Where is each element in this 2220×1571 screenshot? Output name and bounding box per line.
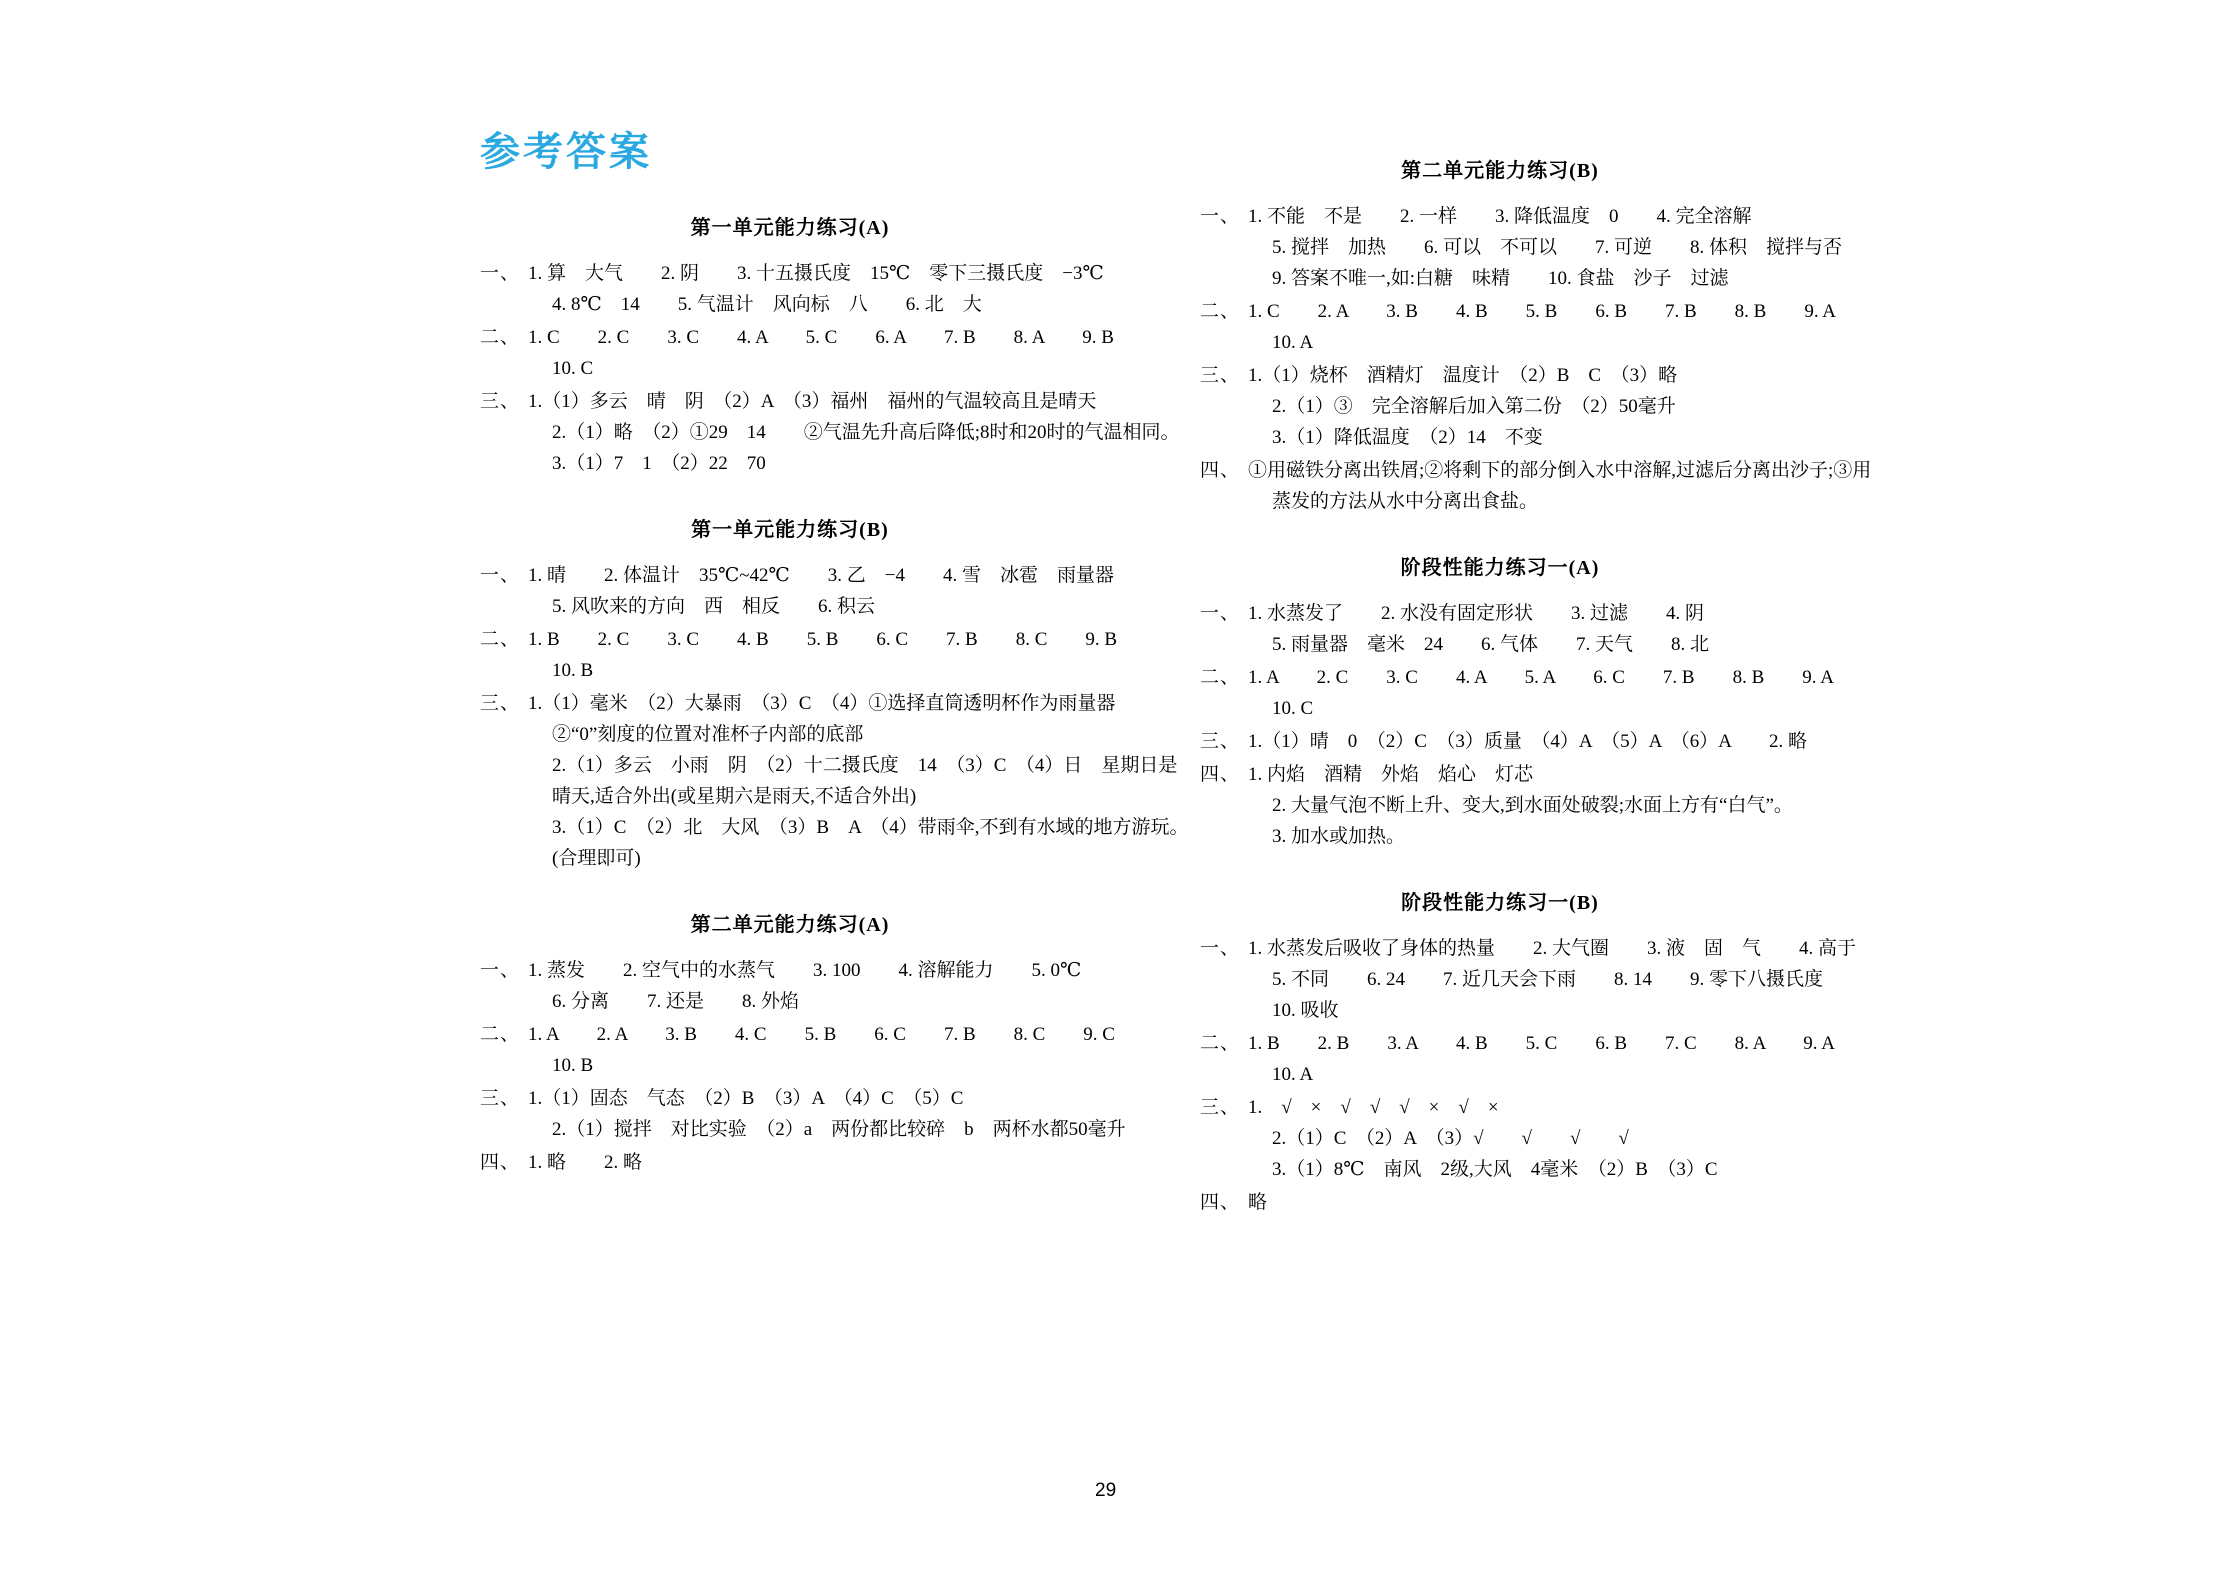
answer-line: 1. A 2. C 3. C 4. A 5. A 6. C 7. B 8. B 9. A <box>1248 667 1834 688</box>
answer-line: 10. B <box>552 1055 594 1076</box>
answer-group <box>1200 1028 2100 1090</box>
right-column <box>1200 120 2100 1220</box>
answer-line: 10. B <box>552 660 594 681</box>
group-marker: 一、 <box>1200 603 1241 624</box>
answer-line: 3. 加水或加热。 <box>1272 826 1406 847</box>
section-heading: 第二单元能力练习(B) <box>1401 160 1599 182</box>
answer-line: 2.（1）略 （2）①29 14 ②气温先升高后降低;8时和20时的气温相同。 <box>552 422 1180 443</box>
group-marker: 四、 <box>1200 764 1241 785</box>
group-body <box>1248 726 2100 757</box>
group-body <box>1248 759 2100 852</box>
answer-line: 1. C 2. A 3. B 4. B 5. B 6. B 7. B 8. B 9. A <box>1248 301 1837 322</box>
group-marker: 三、 <box>480 391 521 412</box>
answer-line: 3.（1）降低温度 （2）14 不变 <box>1272 427 1543 448</box>
answer-line: 1. C 2. C 3. C 4. A 5. C 6. A 7. B 8. A 9. B <box>528 327 1114 348</box>
group-body <box>1248 455 2100 517</box>
group-body <box>1248 662 2100 724</box>
answer-line: 10. C <box>552 358 594 379</box>
group-marker: 一、 <box>1200 206 1241 227</box>
answer-line: (合理即可) <box>552 848 641 869</box>
group-marker: 二、 <box>480 327 521 348</box>
answer-line: 3.（1）C （2）北 大风 （3）B A （4）带雨伞,不到有水域的地方游玩。 <box>552 817 1189 838</box>
answer-line: 1. B 2. B 3. A 4. B 5. C 6. B 7. C 8. A 9. A <box>1248 1033 1835 1054</box>
answer-line: 2.（1）搅拌 对比实验 （2）a 两份都比较碎 b 两杯水都50毫升 <box>552 1119 1126 1140</box>
page-title: 参考答案 <box>480 130 652 174</box>
answer-line: 1. 算 大气 2. 阴 3. 十五摄氏度 15℃ 零下三摄氏度 −3℃ <box>528 263 1104 284</box>
section-heading: 第一单元能力练习(B) <box>691 519 889 541</box>
answer-line: 3.（1）7 1 （2）22 70 <box>552 453 766 474</box>
group-body <box>1248 201 2100 294</box>
group-marker: 四、 <box>480 1152 521 1173</box>
answer-line: 5. 风吹来的方向 西 相反 6. 积云 <box>552 596 876 617</box>
group-marker: 二、 <box>1200 667 1241 688</box>
answer-line: 4. 8℃ 14 5. 气温计 风向标 八 6. 北 大 <box>552 294 982 315</box>
answer-group <box>1200 759 2100 852</box>
group-marker: 三、 <box>1200 1097 1241 1118</box>
page-number: 29 <box>1095 1480 1117 1501</box>
group-marker: 二、 <box>480 629 521 650</box>
section-heading: 第二单元能力练习(A) <box>690 914 890 936</box>
answer-line: 10. A <box>1272 332 1314 353</box>
group-body <box>1248 598 2100 660</box>
group-marker: 一、 <box>1200 938 1241 959</box>
section-heading: 第一单元能力练习(A) <box>690 217 890 239</box>
answer-line: 5. 不同 6. 24 7. 近几天会下雨 8. 14 9. 零下八摄氏度 <box>1272 969 1824 990</box>
answer-group <box>1200 455 2100 517</box>
answer-line: 1.（1）多云 晴 阴 （2）A （3）福州 福州的气温较高且是晴天 <box>528 391 1097 412</box>
group-body <box>1248 360 2100 453</box>
answer-line: 2.（1）C （2）A （3）√ √ √ √ <box>1272 1128 1629 1149</box>
answer-line: 1.（1）烧杯 酒精灯 温度计 （2）B C （3）略 <box>1248 365 1678 386</box>
answer-group <box>1200 726 2100 757</box>
group-marker: 四、 <box>1200 1192 1241 1213</box>
answer-line: 2.（1）多云 小雨 阴 （2）十二摄氏度 14 （3）C （4）日 星期日是 <box>552 755 1178 776</box>
group-marker: 二、 <box>1200 1033 1241 1054</box>
answer-line: 1.（1）毫米 （2）大暴雨 （3）C （4）①选择直筒透明杯作为雨量器 <box>528 693 1116 714</box>
answer-line: 略 <box>1248 1192 1268 1213</box>
answer-group <box>1200 662 2100 724</box>
answer-line: 5. 搅拌 加热 6. 可以 不可以 7. 可逆 8. 体积 搅拌与否 <box>1272 237 1843 258</box>
answer-line: 9. 答案不唯一,如:白糖 味精 10. 食盐 沙子 过滤 <box>1272 268 1729 289</box>
answer-section <box>1200 154 2100 517</box>
answer-line: 1. 略 2. 略 <box>528 1152 643 1173</box>
group-marker: 三、 <box>480 1088 521 1109</box>
answer-line: 10. A <box>1272 1064 1314 1085</box>
answer-group <box>1200 201 2100 294</box>
group-marker: 二、 <box>480 1024 521 1045</box>
answer-line: 蒸发的方法从水中分离出食盐。 <box>1272 491 1539 512</box>
group-marker: 二、 <box>1200 301 1241 322</box>
answer-group <box>1200 296 2100 358</box>
group-body <box>1248 296 2100 358</box>
answer-line: 1. A 2. A 3. B 4. C 5. B 6. C 7. B 8. C 9. C <box>528 1024 1115 1045</box>
answer-line: 1. 水蒸发了 2. 水没有固定形状 3. 过滤 4. 阴 <box>1248 603 1705 624</box>
answer-line: 1. 晴 2. 体温计 35℃~42℃ 3. 乙 −4 4. 雪 冰雹 雨量器 <box>528 565 1115 586</box>
answer-group <box>1200 933 2100 1026</box>
answer-line: ②“0”刻度的位置对准杯子内部的底部 <box>552 724 864 745</box>
group-marker: 一、 <box>480 960 521 981</box>
group-marker: 一、 <box>480 263 521 284</box>
answer-group <box>1200 598 2100 660</box>
answer-line: 10. C <box>1272 698 1314 719</box>
answer-group <box>1200 360 2100 453</box>
group-marker: 三、 <box>1200 365 1241 386</box>
answer-line: 1. 不能 不是 2. 一样 3. 降低温度 0 4. 完全溶解 <box>1248 206 1752 227</box>
answer-line: 10. 吸收 <box>1272 1000 1339 1021</box>
group-body <box>1248 933 2100 1026</box>
group-marker: 四、 <box>1200 460 1241 481</box>
answer-line: 1. B 2. C 3. C 4. B 5. B 6. C 7. B 8. C 9. B <box>528 629 1118 650</box>
answer-line: 1. 水蒸发后吸收了身体的热量 2. 大气圈 3. 液 固 气 4. 高于 <box>1248 938 1857 959</box>
group-marker: 三、 <box>1200 731 1241 752</box>
answer-group <box>1200 1187 2100 1218</box>
answer-line: 2.（1）③ 完全溶解后加入第二份 （2）50毫升 <box>1272 396 1676 417</box>
answer-section <box>1200 551 2100 852</box>
answer-line: 5. 雨量器 毫米 24 6. 气体 7. 天气 8. 北 <box>1272 634 1710 655</box>
answer-line: 2. 大量气泡不断上升、变大,到水面处破裂;水面上方有“白气”。 <box>1272 795 1793 816</box>
section-heading: 阶段性能力练习一(A) <box>1400 557 1600 579</box>
group-marker: 三、 <box>480 693 521 714</box>
section-heading: 阶段性能力练习一(B) <box>1401 892 1599 914</box>
answer-line: 1. 蒸发 2. 空气中的水蒸气 3. 100 4. 溶解能力 5. 0℃ <box>528 960 1082 981</box>
answer-group <box>1200 1092 2100 1185</box>
answer-line: 6. 分离 7. 还是 8. 外焰 <box>552 991 800 1012</box>
group-body <box>1248 1028 2100 1090</box>
group-body <box>1248 1092 2100 1185</box>
answer-line: 1.（1）固态 气态 （2）B （3）A （4）C （5）C <box>528 1088 964 1109</box>
answer-section <box>1200 886 2100 1218</box>
answer-line: 1. 内焰 酒精 外焰 焰心 灯芯 <box>1248 764 1534 785</box>
group-body <box>1248 1187 2100 1218</box>
answer-line: 1. √ × √ √ √ × √ × <box>1248 1097 1499 1118</box>
answer-line: 晴天,适合外出(或星期六是雨天,不适合外出) <box>552 786 917 807</box>
answer-line: 1.（1）晴 0 （2）C （3）质量 （4）A （5）A （6）A 2. 略 <box>1248 731 1807 752</box>
answer-line: 3.（1）8℃ 南风 2级,大风 4毫米 （2）B （3）C <box>1272 1159 1718 1180</box>
group-marker: 一、 <box>480 565 521 586</box>
answer-line: ①用磁铁分离出铁屑;②将剩下的部分倒入水中溶解,过滤后分离出沙子;③用 <box>1248 460 1872 481</box>
